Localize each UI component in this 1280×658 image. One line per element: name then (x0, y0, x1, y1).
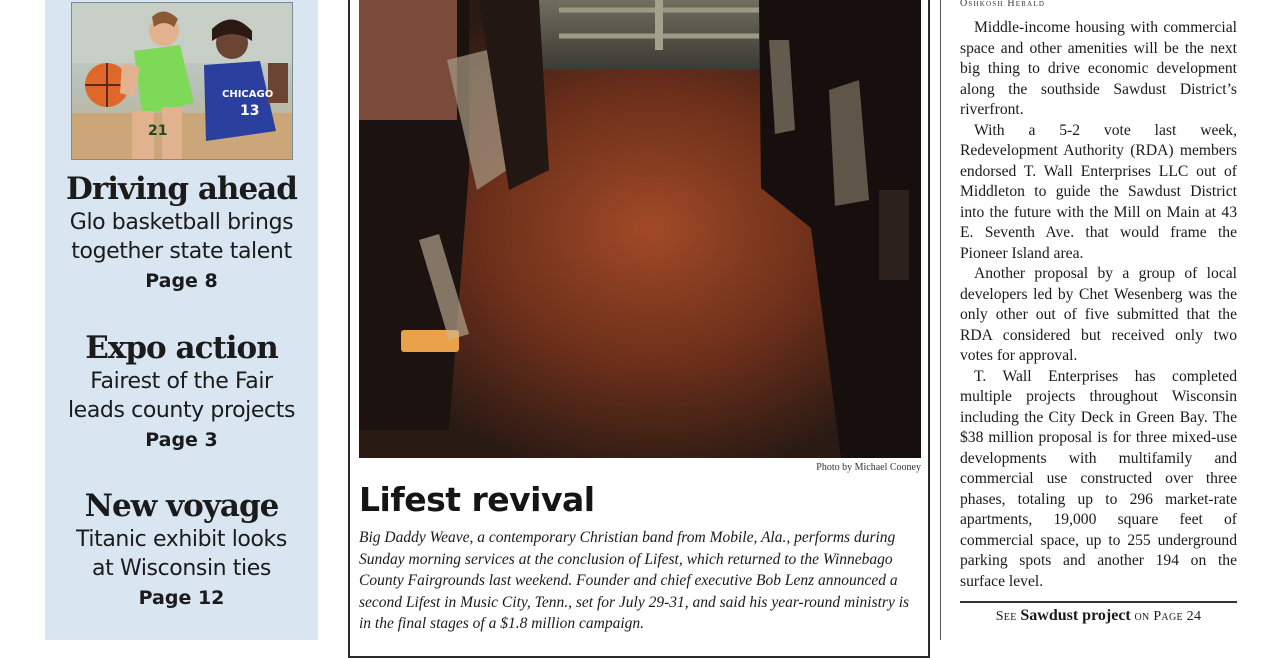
jump-see-label: See (995, 609, 1017, 624)
teaser-headline: New voyage (84, 488, 279, 524)
teaser-headline: Driving ahead (66, 171, 297, 207)
photo-credit: Photo by Michael Cooney (816, 462, 921, 473)
teaser-driving-ahead[interactable] (45, 170, 318, 296)
teaser-page-ref: Page 3 (145, 429, 218, 451)
teaser-deck-line: at Wisconsin ties (92, 556, 271, 581)
feature-caption: Big Daddy Weave, a contemporary Christian band from Mobile, Ala., performs during Sunday morning services at the conclusion of Lifest, which returned to the Winnebago County Fairgrounds last weekend. Founder and chief executive Bob Lenz announced a second Lifest in Music City, Tenn., set for July 29-31, and said his year-round ministry is in the final stages of a $1.8 million campaign. (359, 529, 910, 632)
story-paragraph: T. Wall Enterprises has completed multiple projects throughout Wisconsin including the City Deck in Green Bay. The $38 million proposal is for three mixed-use developments with multifamily and commercial use constructed over three phases, totaling up to 296 market-rate apartments, 19,000 square feet of commercial space, up to 255 underground parking spots and another 194 on the surface level. (960, 367, 1237, 590)
lifest-photo-art (359, 0, 921, 458)
teaser-deck-line: Glo basketball brings (69, 210, 294, 235)
teaser-page-ref: Page 12 (138, 587, 225, 609)
story-byline: Oshkosh Herald (960, 0, 1046, 9)
lifest-photo (359, 0, 921, 458)
jump-divider (960, 601, 1237, 603)
column-divider (940, 0, 941, 640)
story-paragraph: With a 5-2 vote last week, Redevelopment Authority (RDA) members endorsed T. Wall Enterprises LLC out of Middleton to guide the Sawdust District into the future with the Mill on Main at 43 E. Seventh Ave. that would frame the Pioneer Island area. (960, 121, 1237, 262)
teaser-page-ref: Page 8 (145, 270, 218, 292)
teaser-deck-line: together state talent (71, 239, 292, 264)
sawdust-story (960, 18, 1237, 592)
story-paragraph: Another proposal by a group of local developers led by Chet Wesenberg was the only other out of five submitted that the RDA considered but received only two votes for approval. (960, 265, 1237, 364)
index-rail (45, 0, 318, 640)
story-paragraph: Middle-income housing with commercial space and other amenities will be the next big thing to drive economic development along the southside Sawdust District’s riverfront. (960, 19, 1237, 118)
teaser-headline: Expo action (85, 330, 278, 366)
teaser-deck-line: Fairest of the Fair (90, 369, 273, 394)
jersey-number-13: 13 (240, 103, 260, 119)
basketball-photo-art (72, 3, 292, 159)
basketball-photo (71, 2, 293, 160)
teaser-deck-line: Titanic exhibit looks (76, 527, 287, 552)
jump-story-title: Sawdust project (1020, 607, 1131, 624)
jump-page-ref: on Page 24 (1134, 609, 1202, 624)
teaser-new-voyage[interactable] (45, 487, 318, 613)
teaser-expo-action[interactable] (45, 329, 318, 455)
teaser-deck-line: leads county projects (67, 398, 296, 423)
jersey-text-chicago: CHICAGO (222, 89, 274, 100)
feature-headline[interactable]: Lifest revival (359, 480, 595, 519)
jump-line[interactable] (960, 607, 1237, 625)
jersey-number-21: 21 (148, 123, 168, 139)
